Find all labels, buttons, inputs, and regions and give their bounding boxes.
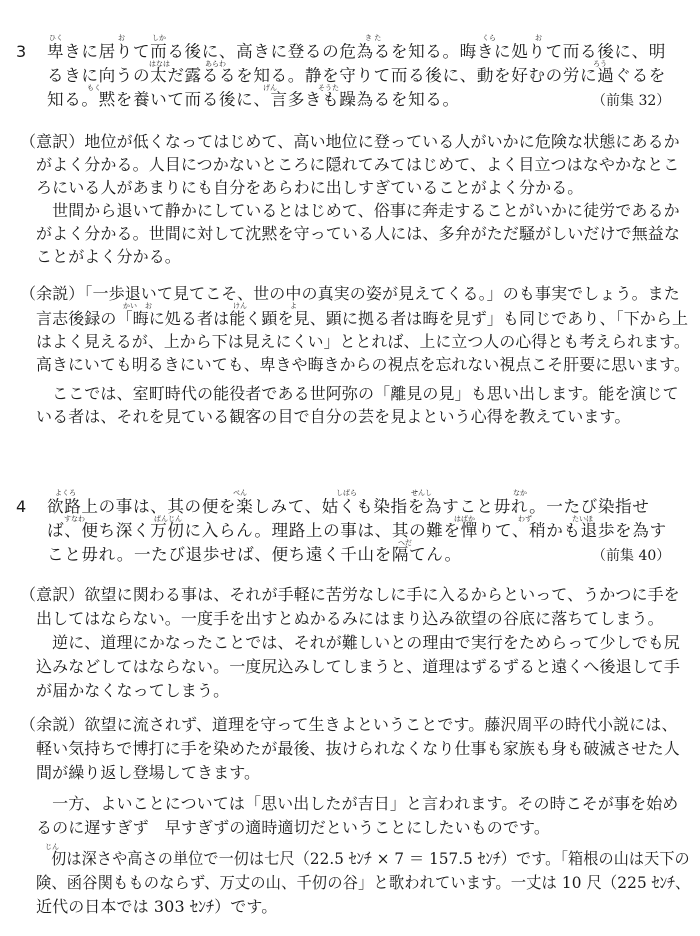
commentary-line: 間が繰り返し登場してきます。 — [36, 763, 261, 782]
ruby-text: よくろ — [55, 489, 76, 497]
commentary-line: （余説）「一歩退いて見てこそ、世の中の真実の姿が見えてくる。」のも事実でしょう。また — [20, 284, 680, 303]
ruby-text: すなわ — [64, 515, 85, 523]
ruby-text: かい — [123, 302, 137, 310]
ruby-text: もく — [87, 84, 101, 92]
translation-line: ことがよく分かる。 — [36, 247, 181, 266]
translation-line: （意訳）地位が低くなってはじめて、高い地位に登っている人がいかに危険な状態にあるか — [20, 132, 680, 151]
source-citation: （前集 32） — [592, 93, 671, 109]
commentary-line: ここでは、室町時代の能役者である世阿弥の「離見の見」も思い出します。能を演じて — [36, 384, 679, 403]
translation-line: 出してはならない。一度手を出すとぬかるみにはまり込み欲望の谷底に落ちてしまう。 — [36, 609, 664, 628]
section-number: 3 — [16, 42, 27, 61]
ruby-text: ばんじん — [154, 515, 182, 523]
ruby-text: しばら — [336, 489, 357, 497]
main-text-line: こと毋れ。一たび退歩せば、便ち遠く千山を隔てん。 — [47, 545, 462, 564]
ruby-text: へだ — [398, 539, 412, 547]
ruby-text: たいほ — [572, 515, 593, 523]
ruby-text: けん — [233, 302, 247, 310]
commentary-line: 軽い気持ちで博打に手を染めたが最後、抜けられなくなり仕事も家族も身も破滅させた人 — [36, 739, 680, 758]
ruby-text: せんし — [411, 489, 432, 497]
commentary-line: 近代の日本では 303 ｾﾝﾁ）です。 — [36, 897, 278, 916]
main-text-line: 知る。黙を養いて而る後に、言多きも躁為るを知る。 — [47, 90, 460, 109]
ruby-text: そうた — [318, 84, 339, 92]
ruby-text: べん — [233, 489, 247, 497]
commentary-line: 仞は深さや高さの単位で一仞は七尺（22.5 ｾﾝﾁ × 7 ＝ 157.5 ｾﾝﾁ）です。「箱根の山は天下の — [36, 849, 690, 868]
commentary-line: 険、函谷関もものならず、万丈の山、千仞の谷」と歌われています。一丈は 10 尺（225 ｾﾝﾁ、 — [36, 873, 691, 892]
source-citation: （前集 40） — [592, 548, 671, 564]
ruby-text: なか — [513, 489, 527, 497]
ruby-text: しか — [152, 34, 166, 42]
ruby-text: じん — [45, 843, 59, 851]
commentary-line: はよく見えるが、上から下は見えにくい」ととれば、上に立つ人の心得とも考えられます。 — [36, 332, 690, 351]
commentary-line: いる者は、それを見ている観客の目で自分の芸を見よという心得を教えています。 — [36, 407, 631, 426]
main-text-line: ば、便ち深く万仞に入らん。理路上の事は、其の難を憚りて、稍かも退歩を為す — [47, 521, 667, 540]
translation-line: 世間から退いて静かにしているとはじめて、俗事に奔走することがいかに徒労であるか — [36, 201, 680, 220]
ruby-text: わず — [518, 515, 532, 523]
translation-line: （意訳）欲望に関わる事は、それが手軽に苦労なしに手に入るからといって、うかつに手を — [20, 585, 680, 604]
translation-line: 込みなどしてはならない。一度尻込みしてしまうと、道理はずるずると遠くへ後退して手 — [36, 657, 681, 676]
ruby-text: げん — [263, 84, 277, 92]
commentary-line: るのに遅すぎず 早すぎずの適時適切だということにしたいものです。 — [36, 818, 550, 837]
ruby-text: ひく — [49, 34, 63, 42]
commentary-line: 高きにいても明るきにいても、卑きや晦きからの視点を忘れない視点こそ肝要に思います。 — [36, 355, 690, 374]
ruby-text: はなは — [149, 60, 170, 68]
ruby-text: はばか — [454, 515, 475, 523]
main-text-line: 欲路上の事は、其の便を楽しみて、姑くも染指を為すこと毋れ。一たび染指せ — [47, 497, 650, 516]
ruby-text: あらわ — [205, 60, 226, 68]
main-text-line: 卑きに居りて而る後に、高きに登るの危為るを知る。晦きに処りて而る後に、明 — [47, 42, 666, 61]
translation-line: 逆に、道理にかなったことでは、それが難しいとの理由で実行をためらって少しでも尻 — [36, 633, 681, 652]
commentary-line: 言志後録の「晦に処る者は能く顕を見、顕に拠る者は晦を見ず」も同じであり、「下から上 — [36, 309, 689, 328]
ruby-text: お — [118, 34, 125, 42]
section-number: 4 — [16, 497, 27, 516]
translation-line: がよく分かる。世間に対して沈黙を守っている人には、多弁がただ騒がしいだけで無益な — [36, 224, 681, 243]
translation-line: ろにいる人があまりにも自分をあらわに出しすぎていることがよく分かる。 — [36, 178, 584, 197]
ruby-text: お — [535, 34, 542, 42]
ruby-text: よ — [290, 302, 297, 310]
ruby-text: くら — [482, 34, 496, 42]
commentary-line: （余説）欲望に流されず、道理を守って生きよということです。藤沢周平の時代小説には、 — [20, 715, 678, 734]
main-text-line: るきに向うの太だ露るるを知る。静を守りて而る後に、動を好むの労に過ぐるを — [47, 66, 666, 85]
translation-line: がよく分かる。人目につかないところに隠れてみてはじめて、よく目立つはなやかなとこ — [36, 155, 680, 174]
ruby-text: き た — [365, 34, 382, 42]
translation-line: が届かなくなってしまう。 — [36, 681, 230, 700]
commentary-line: 一方、よいことについては「思い出したが吉日」と言われます。その時こそが事を始め — [36, 794, 679, 813]
ruby-text: ろう — [593, 60, 607, 68]
ruby-text: お — [145, 302, 152, 310]
